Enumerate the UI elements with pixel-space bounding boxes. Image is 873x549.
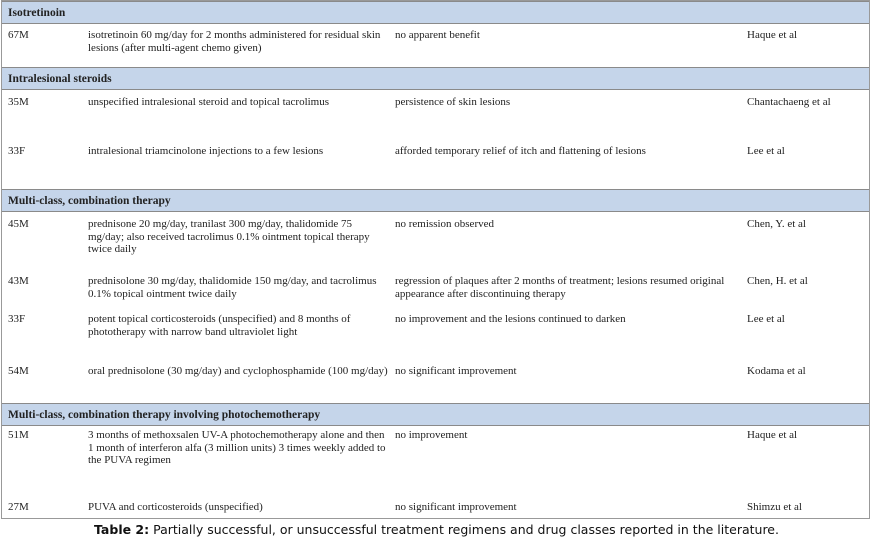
outcome-cell: no significant improvement: [395, 365, 517, 377]
caption-label: Table 2:: [94, 522, 150, 537]
outcome-cell: regression of plaques after 2 months of treatment; lesions resumed original appearance after discontinuing therapy: [395, 275, 725, 300]
patient-cell: 43M: [8, 275, 29, 287]
treatment-cell: PUVA and corticosteroids (unspecified): [88, 501, 263, 513]
section-header: Isotretinoin: [2, 1, 869, 24]
treatment-cell: isotretinoin 60 mg/day for 2 months administered for residual skin lesions (after multi-agent chemo given): [88, 29, 381, 54]
section-header: Intralesional steroids: [2, 67, 869, 90]
patient-cell: 33F: [8, 145, 26, 157]
patient-cell: 67M: [8, 29, 29, 41]
treatment-table: [1, 0, 870, 519]
reference-cell: Shimzu et al: [747, 501, 802, 513]
outcome-cell: no significant improvement: [395, 501, 517, 513]
patient-cell: 35M: [8, 96, 29, 108]
reference-cell: Haque et al: [747, 29, 798, 41]
patient-cell: 51M: [8, 429, 29, 441]
treatment-cell: oral prednisolone (30 mg/day) and cyclophosphamide (100 mg/day): [88, 365, 388, 377]
treatment-cell: unspecified intralesional steroid and topical tacrolimus: [88, 96, 330, 108]
patient-cell: 27M: [8, 501, 29, 513]
outcome-cell: no improvement: [395, 429, 468, 441]
reference-cell: Lee et al: [747, 313, 785, 325]
treatment-cell: intralesional triamcinolone injections to a few lesions: [88, 145, 324, 157]
treatment-cell: prednisolone 30 mg/day, thalidomide 150 mg/day, and tacrolimus 0.1% topical ointment twice daily: [88, 275, 377, 300]
reference-cell: Chen, H. et al: [747, 275, 808, 287]
table-caption: [0, 522, 873, 537]
patient-cell: 54M: [8, 365, 29, 377]
patient-cell: 45M: [8, 218, 29, 230]
section-header: Multi-class, combination therapy: [2, 189, 869, 212]
treatment-cell: prednisone 20 mg/day, tranilast 300 mg/day, thalidomide 75 mg/day; also received tacrolimus 0.1% ointment topical therapy twice daily: [88, 218, 370, 255]
reference-cell: Haque et al: [747, 429, 798, 441]
treatment-cell: 3 months of methoxsalen UV-A photochemotherapy alone and then 1 month of interferon alfa (3 million units) 3 times weekly added to the PUVA regimen: [88, 429, 386, 466]
section-header: Multi-class, combination therapy involving photochemotherapy: [2, 403, 869, 426]
outcome-cell: no apparent benefit: [395, 29, 480, 41]
reference-cell: Chantachaeng et al: [747, 96, 831, 108]
reference-cell: Lee et al: [747, 145, 785, 157]
reference-cell: Kodama et al: [747, 365, 806, 377]
outcome-cell: no remission observed: [395, 218, 494, 230]
outcome-cell: persistence of skin lesions: [395, 96, 511, 108]
patient-cell: 33F: [8, 313, 26, 325]
outcome-cell: no improvement and the lesions continued to darken: [395, 313, 626, 325]
treatment-cell: potent topical corticosteroids (unspecified) and 8 months of phototherapy with narrow band ultraviolet light: [88, 313, 351, 338]
reference-cell: Chen, Y. et al: [747, 218, 806, 230]
caption-text: Partially successful, or unsuccessful treatment regimens and drug classes reported in the literature.: [149, 522, 779, 537]
outcome-cell: afforded temporary relief of itch and flattening of lesions: [395, 145, 646, 157]
